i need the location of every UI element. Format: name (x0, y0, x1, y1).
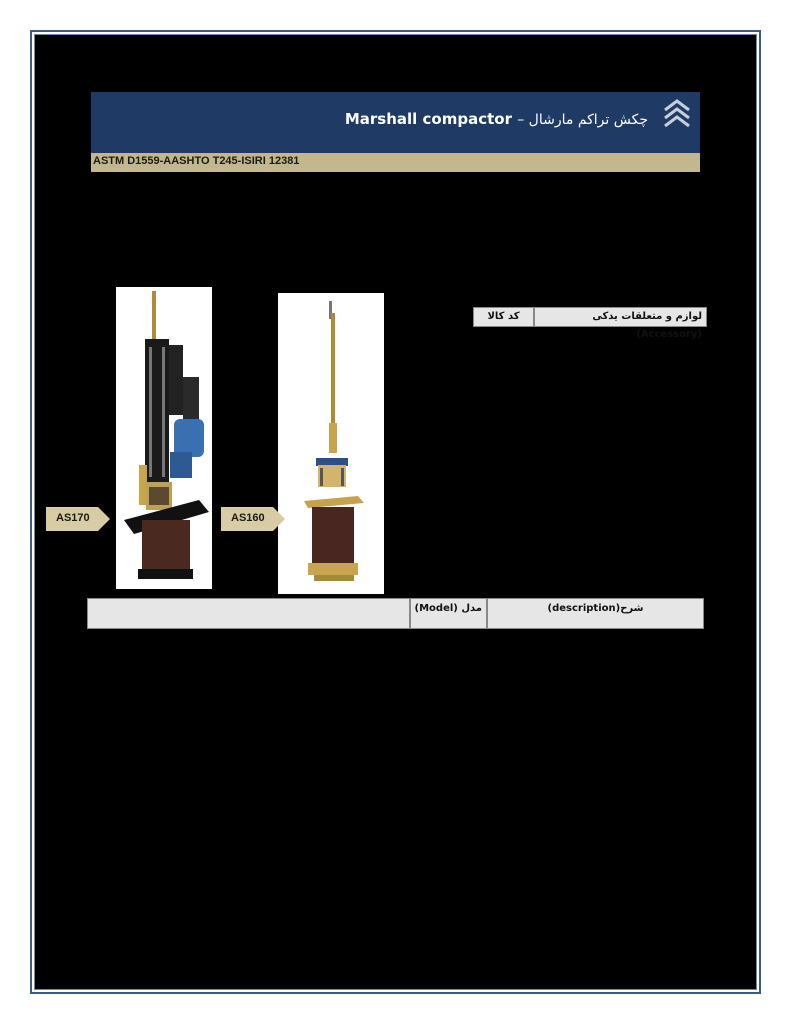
standards-text: ASTM D1559-AASHTO T245-ISIRI 12381 (93, 155, 300, 167)
product-tag-label: AS170 (56, 512, 90, 524)
header-bar (91, 92, 700, 153)
title-english: Marshall compactor (344, 110, 512, 128)
product-tag-label: AS160 (231, 512, 265, 524)
product-tag-as170 (46, 507, 98, 531)
empty-header-cell (87, 598, 410, 629)
accessory-table-header (473, 307, 707, 340)
standards-bar (91, 153, 700, 172)
description-table-header (87, 598, 704, 629)
product-tag-as160 (221, 507, 273, 531)
title-persian: چکش تراکم مارشال – (517, 112, 648, 128)
description-header-cell: شرح(description) (487, 598, 704, 629)
accessory-header-cell: لوازم و متعلقات یدکی (Accessory) (534, 307, 707, 327)
product-photo-as160 (278, 293, 384, 594)
product-code-header-cell: کد کالا (473, 307, 534, 327)
product-photo-as170 (116, 287, 212, 589)
stacked-chevrons-icon (660, 98, 694, 132)
model-header-cell: مدل (Model) (410, 598, 487, 629)
page-title (345, 110, 648, 128)
